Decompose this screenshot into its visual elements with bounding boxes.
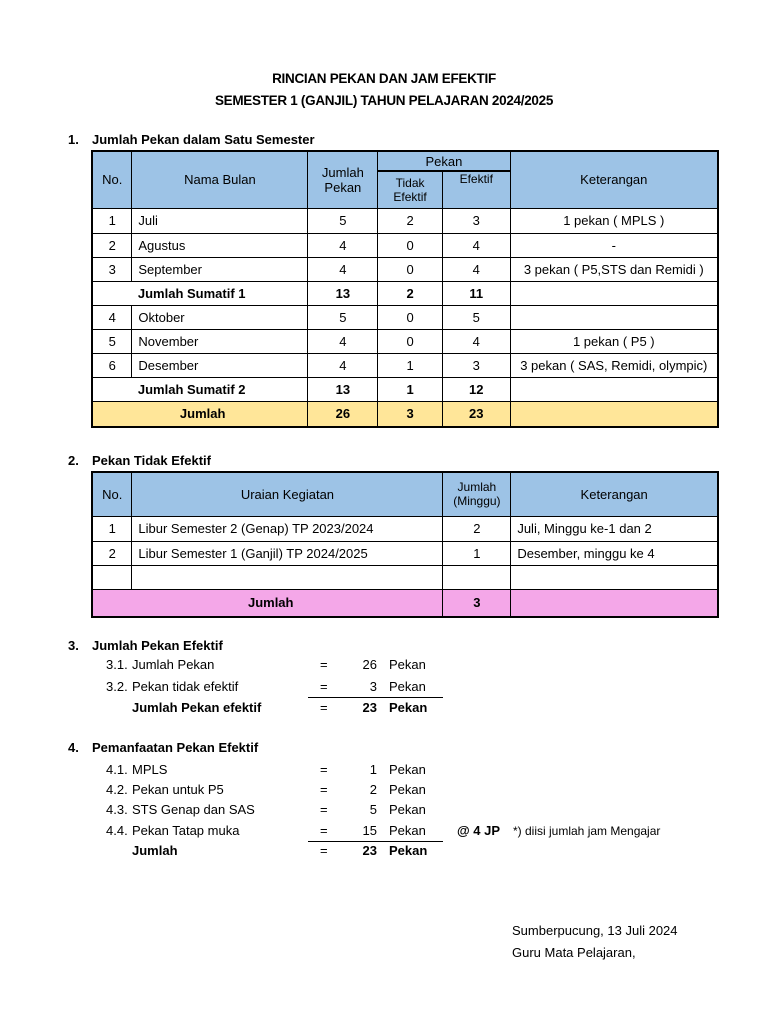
item-label: Jumlah <box>132 843 178 858</box>
item-number: 3.1. <box>106 657 128 672</box>
table-row <box>92 565 718 589</box>
section-number: 4. <box>68 740 79 755</box>
item-unit: Pekan <box>389 823 426 838</box>
item-equals: = <box>320 782 328 797</box>
item-value: 1 <box>369 762 377 777</box>
table-row: 1 Juli 5 2 3 1 pekan ( MPLS ) <box>92 208 718 233</box>
tidak-efektif-table <box>91 471 719 618</box>
table-row: 4 Oktober 5 0 5 <box>92 305 718 329</box>
header-note: Keterangan <box>511 472 718 516</box>
item-number: 4.4. <box>106 823 128 838</box>
table-row: 2 Agustus 4 0 4 - <box>92 233 718 257</box>
header-activity: Uraian Kegiatan <box>132 472 443 516</box>
signature-place-date: Sumberpucung, 13 Juli 2024 <box>512 923 678 938</box>
header-month: Nama Bulan <box>132 151 308 208</box>
table-row: 5 November 4 0 4 1 pekan ( P5 ) <box>92 329 718 353</box>
total-row: Jumlah 3 <box>92 589 718 617</box>
section-title: Jumlah Pekan dalam Satu Semester <box>92 132 315 147</box>
header-no: No. <box>92 151 132 208</box>
item-unit: Pekan <box>389 657 426 672</box>
item-number: 4.1. <box>106 762 128 777</box>
section-number: 2. <box>68 453 79 468</box>
item-label: Jumlah Pekan efektif <box>132 700 262 715</box>
header-total: Jumlah Pekan <box>308 151 378 208</box>
item-label: Pekan Tatap muka <box>132 823 240 838</box>
item-value: 3 <box>369 679 377 694</box>
item-unit: Pekan <box>389 762 426 777</box>
item-equals: = <box>320 657 328 672</box>
item-number: 4.3. <box>106 802 128 817</box>
header-efektif: Efektif <box>442 171 510 208</box>
item-unit: Pekan <box>389 802 426 817</box>
item-unit: Pekan <box>389 843 428 858</box>
item-value: 23 <box>362 700 377 715</box>
section-number: 1. <box>68 132 79 147</box>
header-pekan: Pekan <box>378 151 510 171</box>
item-label: Pekan untuk P5 <box>132 782 224 797</box>
jp-label: @ 4 JP <box>457 823 501 838</box>
section-title: Pemanfaatan Pekan Efektif <box>92 740 259 755</box>
jp-note: *) diisi jumlah jam Mengajar <box>513 824 661 838</box>
table-row: 1 Libur Semester 2 (Genap) TP 2023/2024 2 Juli, Minggu ke-1 dan 2 <box>92 516 718 541</box>
item-unit: Pekan <box>389 700 428 715</box>
section-title: Pekan Tidak Efektif <box>92 453 211 468</box>
item-label: Pekan tidak efektif <box>132 679 239 694</box>
sum-line <box>308 697 443 698</box>
item-number: 3.2. <box>106 679 128 694</box>
section-title: Jumlah Pekan Efektif <box>92 638 223 653</box>
item-equals: = <box>320 843 328 858</box>
pekan-table <box>91 150 719 428</box>
subtotal-row: Jumlah Sumatif 1 13 2 11 <box>92 281 718 305</box>
item-number: 4.2. <box>106 782 128 797</box>
item-value: 26 <box>362 657 377 672</box>
item-label: Jumlah Pekan <box>132 657 215 672</box>
item-equals: = <box>320 802 328 817</box>
table-row: 6 Desember 4 1 3 3 pekan ( SAS, Remidi, olympic) <box>92 353 718 377</box>
table-row: 2 Libur Semester 1 (Ganjil) TP 2024/2025 1 Desember, minggu ke 4 <box>92 541 718 565</box>
header-note: Keterangan <box>510 151 718 208</box>
document-title: RINCIAN PEKAN DAN JAM EFEKTIF <box>272 71 496 86</box>
header-tidak-efektif: Tidak Efektif <box>378 171 443 208</box>
item-value: 23 <box>362 843 377 858</box>
total-row: Jumlah 26 3 23 <box>92 401 718 427</box>
item-value: 15 <box>362 823 377 838</box>
item-equals: = <box>320 700 328 715</box>
item-unit: Pekan <box>389 679 426 694</box>
item-unit: Pekan <box>389 782 426 797</box>
section-number: 3. <box>68 638 79 653</box>
item-equals: = <box>320 762 328 777</box>
item-equals: = <box>320 679 328 694</box>
item-label: STS Genap dan SAS <box>132 802 255 817</box>
subtotal-row: Jumlah Sumatif 2 13 1 12 <box>92 377 718 401</box>
item-label: MPLS <box>132 762 168 777</box>
document-subtitle: SEMESTER 1 (GANJIL) TAHUN PELAJARAN 2024/2025 <box>214 93 554 108</box>
item-value: 5 <box>369 802 377 817</box>
header-count: Jumlah (Minggu) <box>443 472 511 516</box>
item-value: 2 <box>369 782 377 797</box>
signature-role: Guru Mata Pelajaran, <box>512 945 636 960</box>
table-row: 3 September 4 0 4 3 pekan ( P5,STS dan Remidi ) <box>92 257 718 281</box>
item-equals: = <box>320 823 328 838</box>
header-no: No. <box>92 472 132 516</box>
